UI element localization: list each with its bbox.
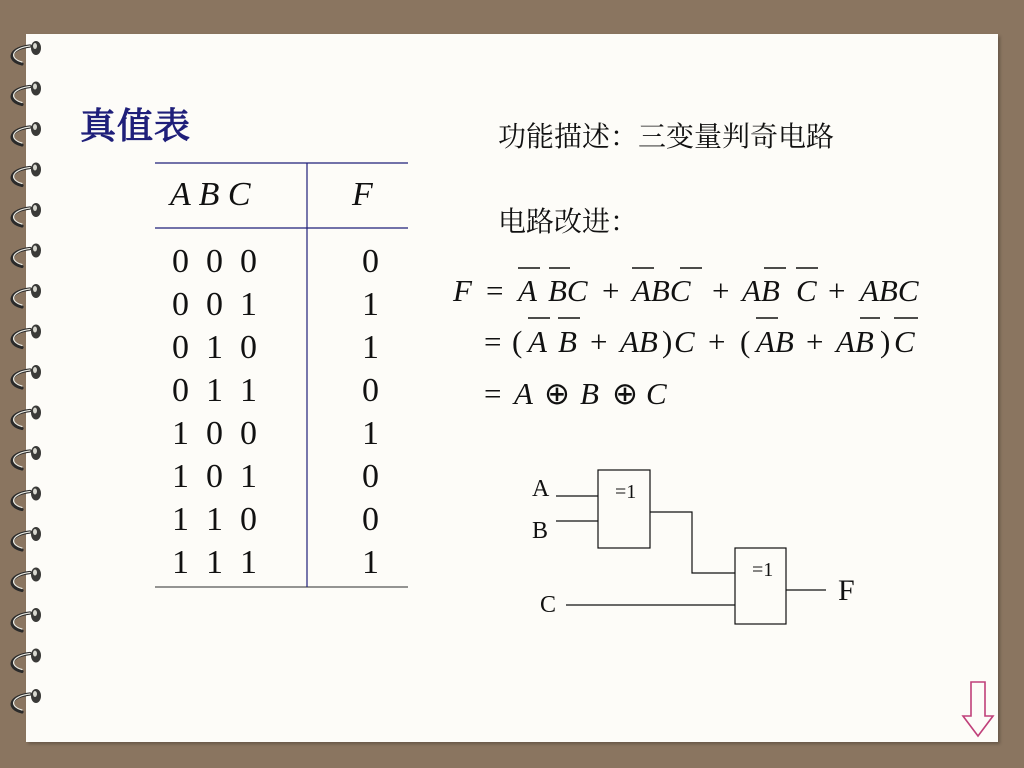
table-cell-f: 1 <box>362 286 379 323</box>
table-cell-abc: 0 0 0 <box>172 243 257 280</box>
svg-text:A: A <box>518 273 537 308</box>
table-cell-f: 1 <box>362 415 379 452</box>
svg-text:A: A <box>528 324 547 359</box>
input-a-label: A <box>532 476 550 502</box>
function-description: 功能描述：三变量判奇电路 <box>498 120 835 153</box>
table-cell-abc: 1 1 1 <box>172 544 257 581</box>
table-cell-f: 0 <box>362 243 379 280</box>
svg-text:=: = <box>484 324 502 359</box>
down-arrow-icon[interactable] <box>960 680 996 740</box>
table-cell-f: 0 <box>362 372 379 409</box>
table-cell-abc: 1 0 0 <box>172 415 257 452</box>
svg-text:⊕: ⊕ <box>612 376 638 411</box>
svg-text:AB: AB <box>742 273 780 308</box>
table-cell-f: 0 <box>362 501 379 538</box>
xor-gate-2-label: =1 <box>752 559 774 581</box>
svg-text:F: F <box>453 273 472 308</box>
xor-gate-1-label: =1 <box>615 481 637 503</box>
svg-text:C: C <box>646 376 667 411</box>
svg-text:AB: AB <box>836 324 874 359</box>
svg-text:ABC: ABC <box>632 273 691 308</box>
table-cell-abc: 1 0 1 <box>172 458 257 495</box>
svg-text:ABC: ABC <box>860 273 919 308</box>
improvement-label: 电路改进： <box>498 205 639 238</box>
page-title: 真值表 <box>80 106 192 147</box>
svg-text:+: + <box>828 273 846 308</box>
table-cell-abc: 0 0 1 <box>172 286 257 323</box>
table-cell-abc: 0 1 0 <box>172 329 257 366</box>
svg-text:C: C <box>674 324 695 359</box>
table-cell-abc: 0 1 1 <box>172 372 257 409</box>
svg-text:B: B <box>580 376 599 411</box>
svg-text:(: ( <box>740 324 751 359</box>
svg-text:B: B <box>558 324 577 359</box>
svg-text:): ) <box>662 324 673 359</box>
svg-text:C: C <box>894 324 915 359</box>
svg-text:A: A <box>514 376 533 411</box>
svg-text:C: C <box>796 273 817 308</box>
svg-text:+: + <box>712 273 730 308</box>
input-c-label: C <box>540 592 557 618</box>
svg-text:=: = <box>484 376 502 411</box>
table-cell-f: 1 <box>362 544 379 581</box>
table-cell-f: 0 <box>362 458 379 495</box>
svg-text:=: = <box>486 273 504 308</box>
svg-text:AB: AB <box>620 324 658 359</box>
table-cell-f: 1 <box>362 329 379 366</box>
svg-text:): ) <box>880 324 891 359</box>
svg-text:AB: AB <box>756 324 794 359</box>
input-b-label: B <box>532 518 549 544</box>
table-header-f: F <box>352 176 373 213</box>
svg-text:+: + <box>708 324 726 359</box>
svg-text:+: + <box>806 324 824 359</box>
table-header-abc: A B C <box>170 176 251 213</box>
svg-text:+: + <box>602 273 620 308</box>
svg-text:⊕: ⊕ <box>544 376 570 411</box>
svg-text:(: ( <box>512 324 523 359</box>
table-cell-abc: 1 1 0 <box>172 501 257 538</box>
output-f-label: F <box>838 574 855 607</box>
svg-text:BC: BC <box>548 273 588 308</box>
svg-text:+: + <box>590 324 608 359</box>
